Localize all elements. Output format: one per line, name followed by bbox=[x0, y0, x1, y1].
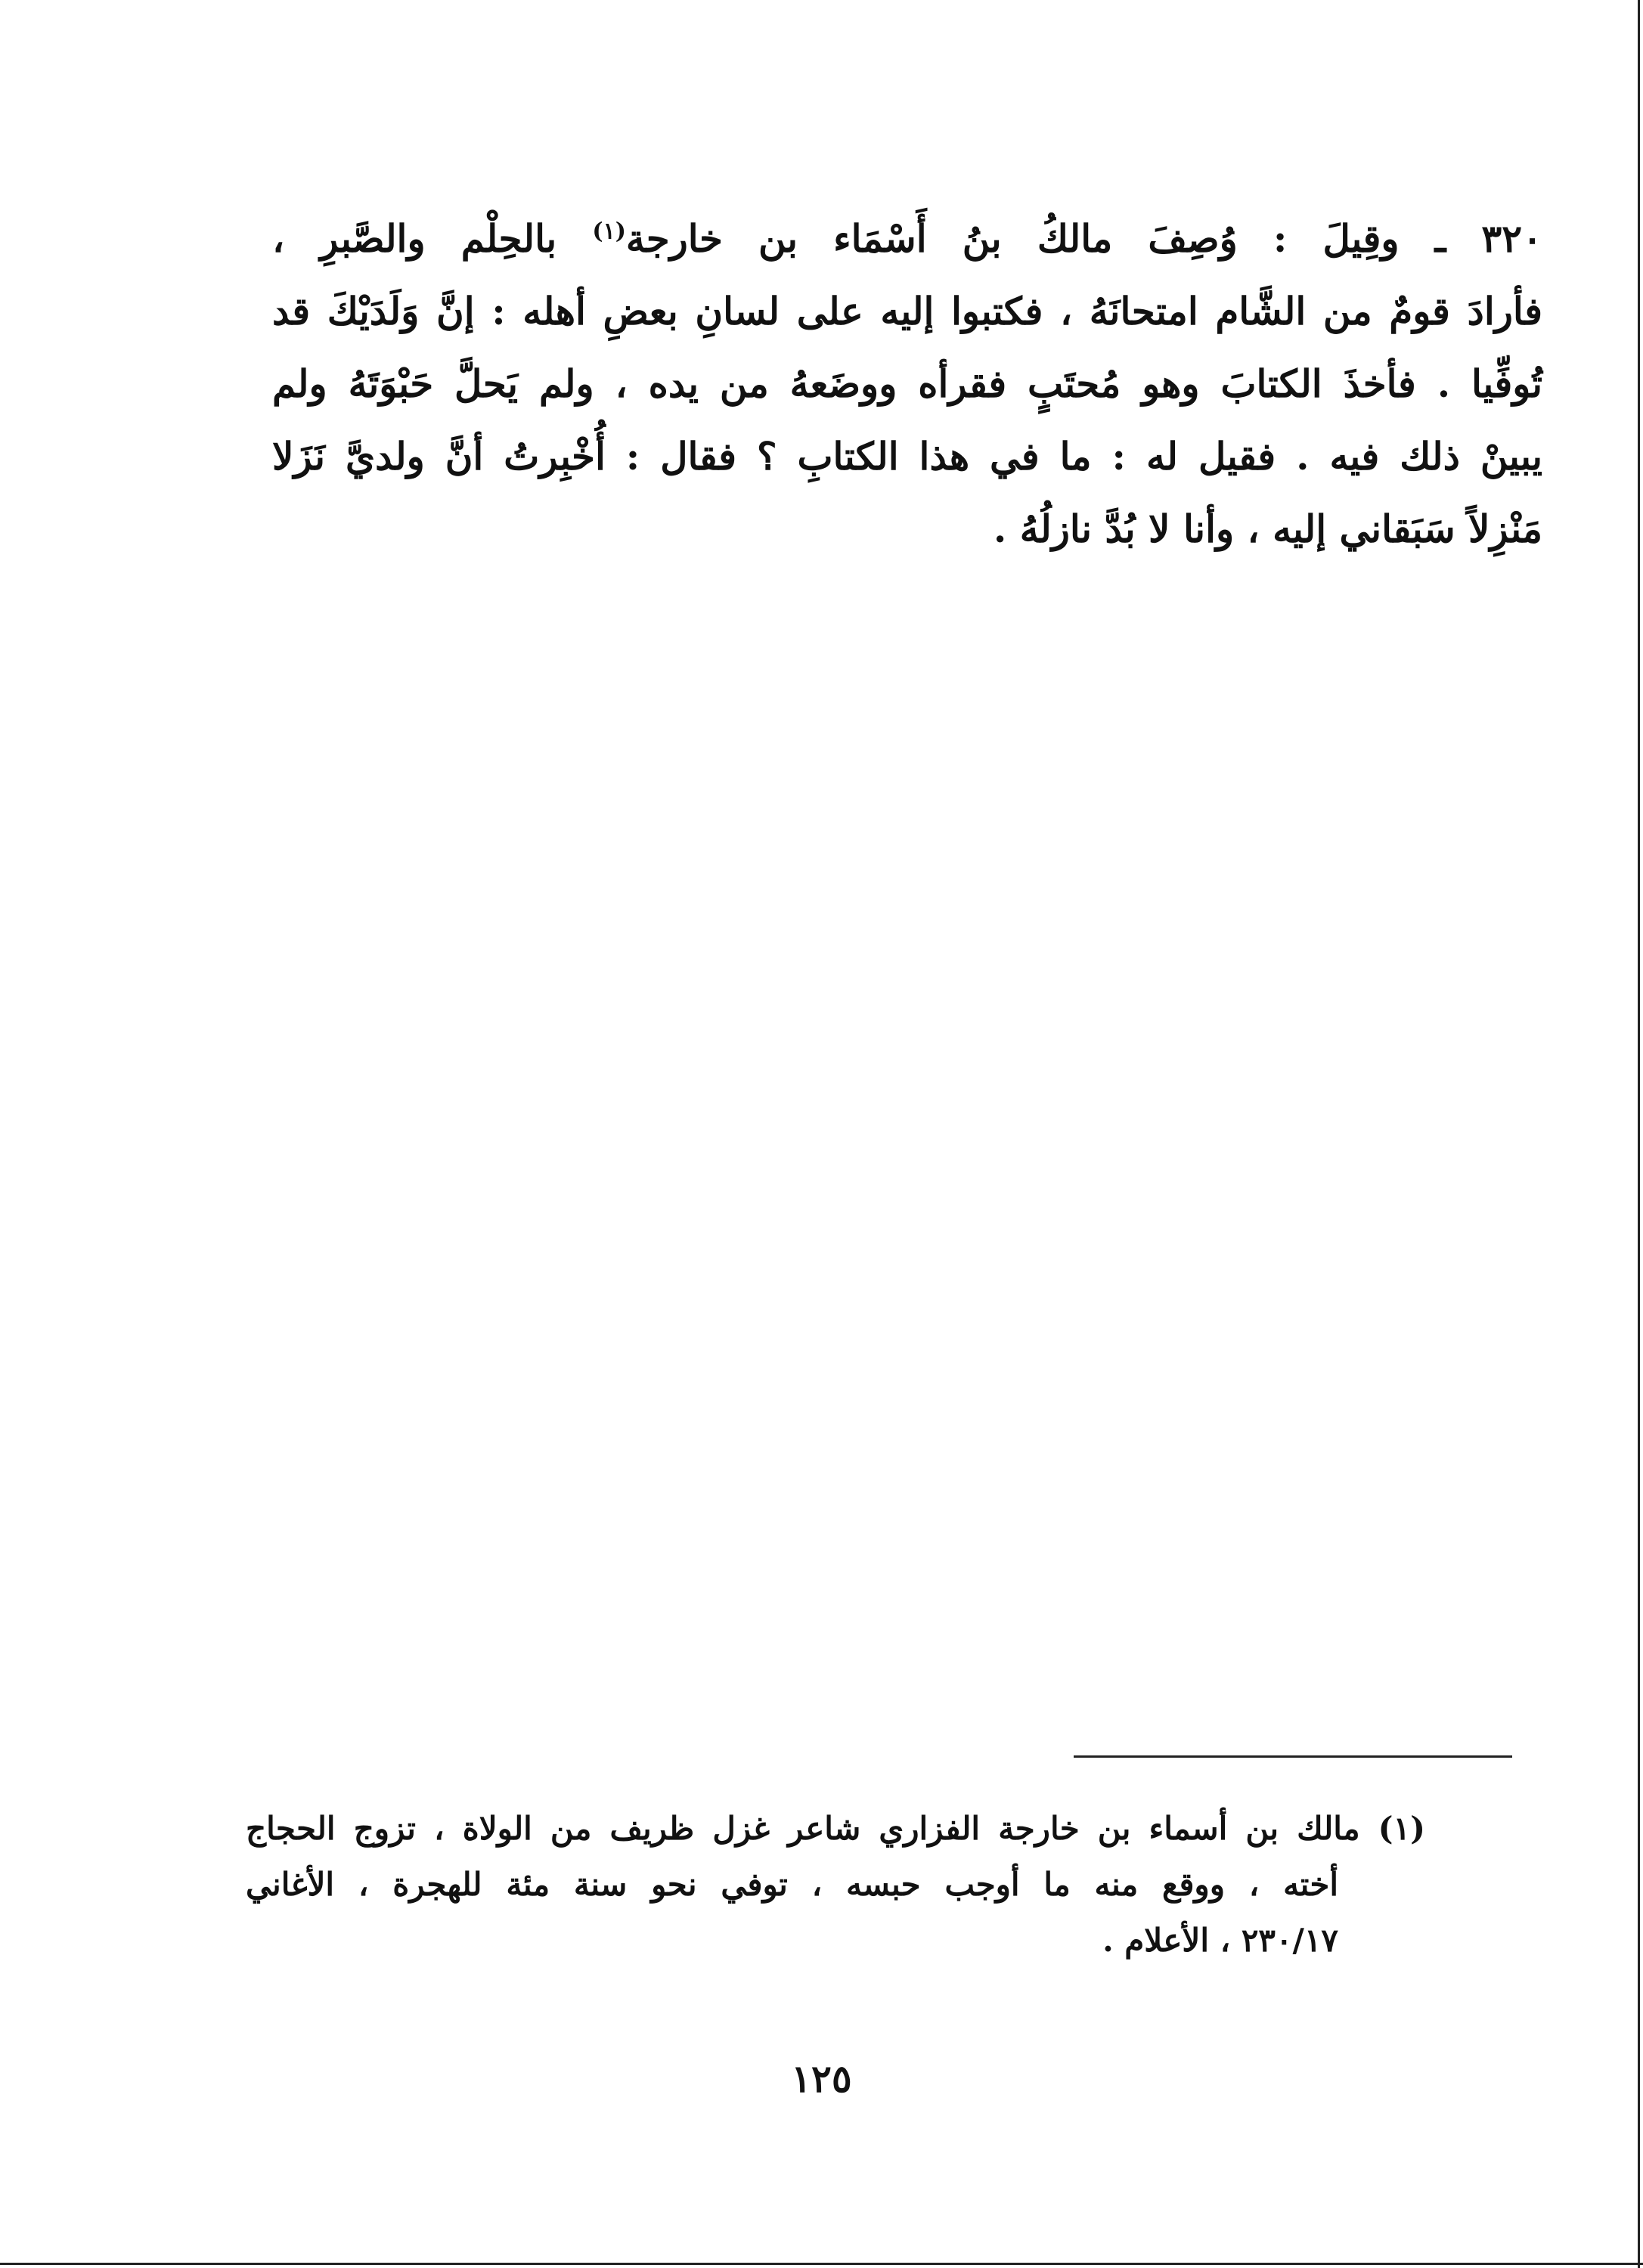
page-edge-bottom bbox=[0, 2263, 1643, 2265]
paragraph-line-2: فأرادَ قومٌ من الشَّام امتحانَهُ ، فكتبوا إليه على لسانِ بعضِ أهله : إنَّ وَلَدَيْكَ قد bbox=[272, 289, 1542, 333]
footnote-line-1: (١) مالك بن أسماء بن خارجة الفزاري شاعر غزل ظريف من الولاة ، تزوج الحجاج bbox=[246, 1810, 1425, 1847]
paragraph-line-1 bbox=[272, 203, 1542, 275]
footnote bbox=[246, 1801, 1425, 1969]
footnote-line-3: ٢٣٠/١٧ ، الأعلام . bbox=[1102, 1922, 1338, 1959]
paragraph-line-4: يبينْ ذلك فيه . فقيل له : ما في هذا الكتابِ ؟ فقال : أُخْبِرتُ أنَّ ولديَّ نَزَلا bbox=[272, 434, 1542, 479]
footnote-marker: (١) bbox=[592, 218, 626, 245]
paragraph-line-3: تُوفِّيا . فأخذَ الكتابَ وهو مُحتَبٍ فقرأه ووضَعهُ من يده ، ولم يَحلَّ حَبْوَتَهُ ولم bbox=[272, 361, 1542, 406]
page-edge-right bbox=[1638, 0, 1640, 2268]
footnote-line-2: أخته ، ووقع منه ما أوجب حبسه ، توفي نحو سنة مئة للهجرة ، الأغاني bbox=[246, 1866, 1338, 1903]
paragraph-line-1-text: ٣٢٠ ـ وقِيلَ : وُصِفَ مالكُ بنُ أَسْمَاء بن خارجة bbox=[625, 216, 1542, 261]
main-paragraph bbox=[272, 203, 1542, 565]
paragraph-line-1-tail: بالحِلْم والصَّبرِ ، bbox=[272, 216, 593, 261]
footnote-separator bbox=[1074, 1755, 1512, 1758]
page-number: ١٢٥ bbox=[791, 2056, 852, 2101]
paragraph-line-5: مَنْزِلاً سَبَقاني إليه ، وأنا لا بُدَّ نازلُهُ . bbox=[993, 507, 1542, 551]
